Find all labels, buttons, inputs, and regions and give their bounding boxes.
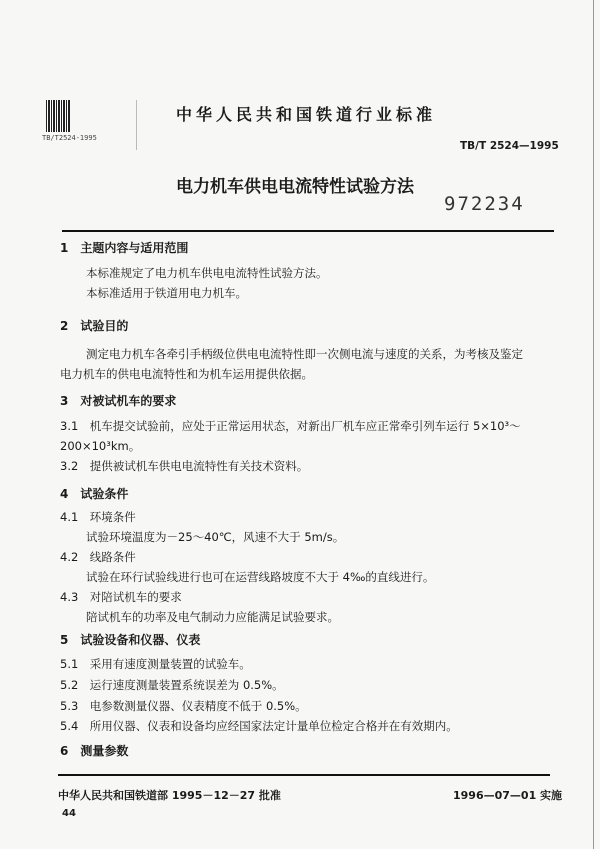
divider: [136, 100, 137, 150]
clause: 4.2 线路条件: [60, 550, 136, 564]
clause: 200×10³km。: [60, 439, 141, 453]
issuing-org: 中华人民共和国铁道行业标准: [176, 105, 437, 124]
section-heading: 2 试验目的: [60, 319, 129, 333]
paragraph: 陪试机车的功率及电气制动力应能满足试验要求。: [86, 610, 339, 624]
approval-note: 中华人民共和国铁道部 1995－12－27 批准: [58, 789, 281, 802]
paragraph: 试验环境温度为－25～40℃，风速不大于 5m/s。: [86, 530, 345, 544]
scan-edge: [593, 0, 594, 849]
clause: 5.1 采用有速度测量装置的试验车。: [60, 657, 251, 671]
section-heading: 4 试验条件: [60, 487, 129, 501]
section-heading: 1 主题内容与适用范围: [60, 241, 189, 255]
bottom-rule: [58, 774, 550, 776]
paragraph: 本标准适用于铁道用电力机车。: [86, 286, 247, 300]
stamp-number: 972234: [444, 193, 525, 215]
barcode: [46, 100, 70, 132]
page-number: 44: [62, 808, 76, 819]
effective-date: 1996—07—01 实施: [453, 789, 563, 802]
clause: 4.3 对陪试机车的要求: [60, 590, 182, 604]
clause: 5.3 电参数测量仪器、仪表精度不低于 0.5%。: [60, 699, 307, 713]
clause: 5.4 所用仪器、仪表和设备均应经国家法定计量单位检定合格并在有效期内。: [60, 719, 458, 733]
top-rule: [62, 230, 554, 232]
clause: 3.1 机车提交试验前，应处于正常运用状态，对新出厂机车应正常牵引列车运行 5×10³～: [60, 419, 521, 433]
clause: 5.2 运行速度测量装置系统误差为 0.5%。: [60, 678, 284, 692]
section-heading: 3 对被试机车的要求: [60, 394, 177, 408]
standard-number: TB/T 2524—1995: [460, 140, 559, 152]
clause: 4.1 环境条件: [60, 510, 136, 524]
document-title: 电力机车供电电流特性试验方法: [176, 177, 414, 197]
paragraph: 试验在环行试验线进行也可在运营线路坡度不大于 4‰的直线进行。: [86, 570, 435, 584]
clause: 3.2 提供被试机车供电电流特性有关技术资料。: [60, 459, 309, 473]
paragraph: 本标准规定了电力机车供电电流特性试验方法。: [86, 266, 328, 280]
paragraph: 电力机车的供电电流特性和为机车运用提供依据。: [60, 367, 313, 381]
section-heading: 5 试验设备和仪器、仪表: [60, 633, 201, 647]
barcode-text: TB/T2524-1995: [42, 134, 97, 142]
paragraph: 测定电力机车各牵引手柄级位供电电流特性即一次侧电流与速度的关系，为考核及鉴定: [86, 347, 523, 361]
section-heading: 6 测量参数: [60, 744, 129, 758]
